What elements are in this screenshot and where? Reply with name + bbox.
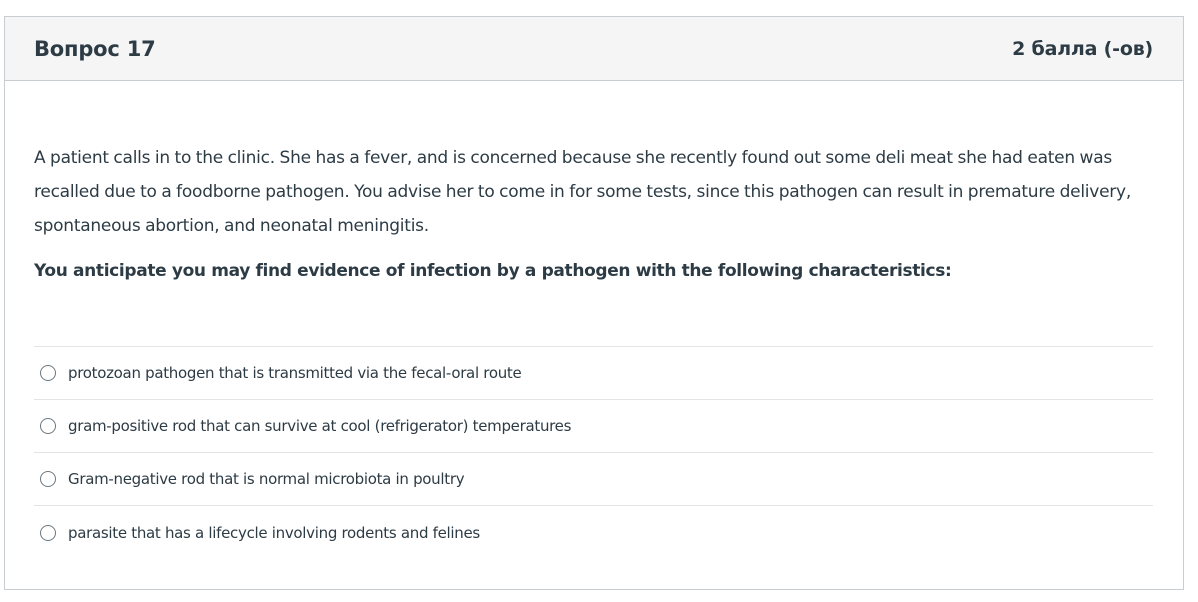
answer-option-4[interactable]: [34, 506, 1153, 559]
question-points: 2 балла (-ов): [1012, 37, 1153, 60]
answer-label: protozoan pathogen that is transmitted via the fecal-oral route: [68, 364, 522, 382]
question-title: Вопрос 17: [34, 36, 156, 61]
answer-list: [34, 346, 1153, 559]
answer-label: gram-positive rod that can survive at cool (refrigerator) temperatures: [68, 417, 572, 435]
question-header: [5, 17, 1183, 81]
question-card: [4, 16, 1184, 590]
question-body: [34, 141, 1153, 285]
radio-button-icon[interactable]: [40, 365, 56, 381]
question-text: A patient calls in to the clinic. She has a fever, and is concerned because she recently found out some deli meat she had eaten was recalled due to a foodborne pathogen. You advise her to come in for some tests, since this pathogen can result in premature delivery, spontaneous abortion, and neonatal meningitis.: [34, 148, 1131, 236]
answer-label: parasite that has a lifecycle involving rodents and felines: [68, 523, 480, 542]
radio-button-icon[interactable]: [40, 525, 56, 541]
answer-option-3[interactable]: [34, 453, 1153, 506]
question-prompt: You anticipate you may find evidence of infection by a pathogen with the following characteristics:: [34, 261, 952, 281]
radio-button-icon[interactable]: [40, 418, 56, 434]
radio-button-icon[interactable]: [40, 471, 56, 487]
answer-option-2[interactable]: [34, 400, 1153, 453]
answer-option-1[interactable]: [34, 347, 1153, 400]
answer-label: Gram-negative rod that is normal microbiota in poultry: [68, 470, 465, 488]
